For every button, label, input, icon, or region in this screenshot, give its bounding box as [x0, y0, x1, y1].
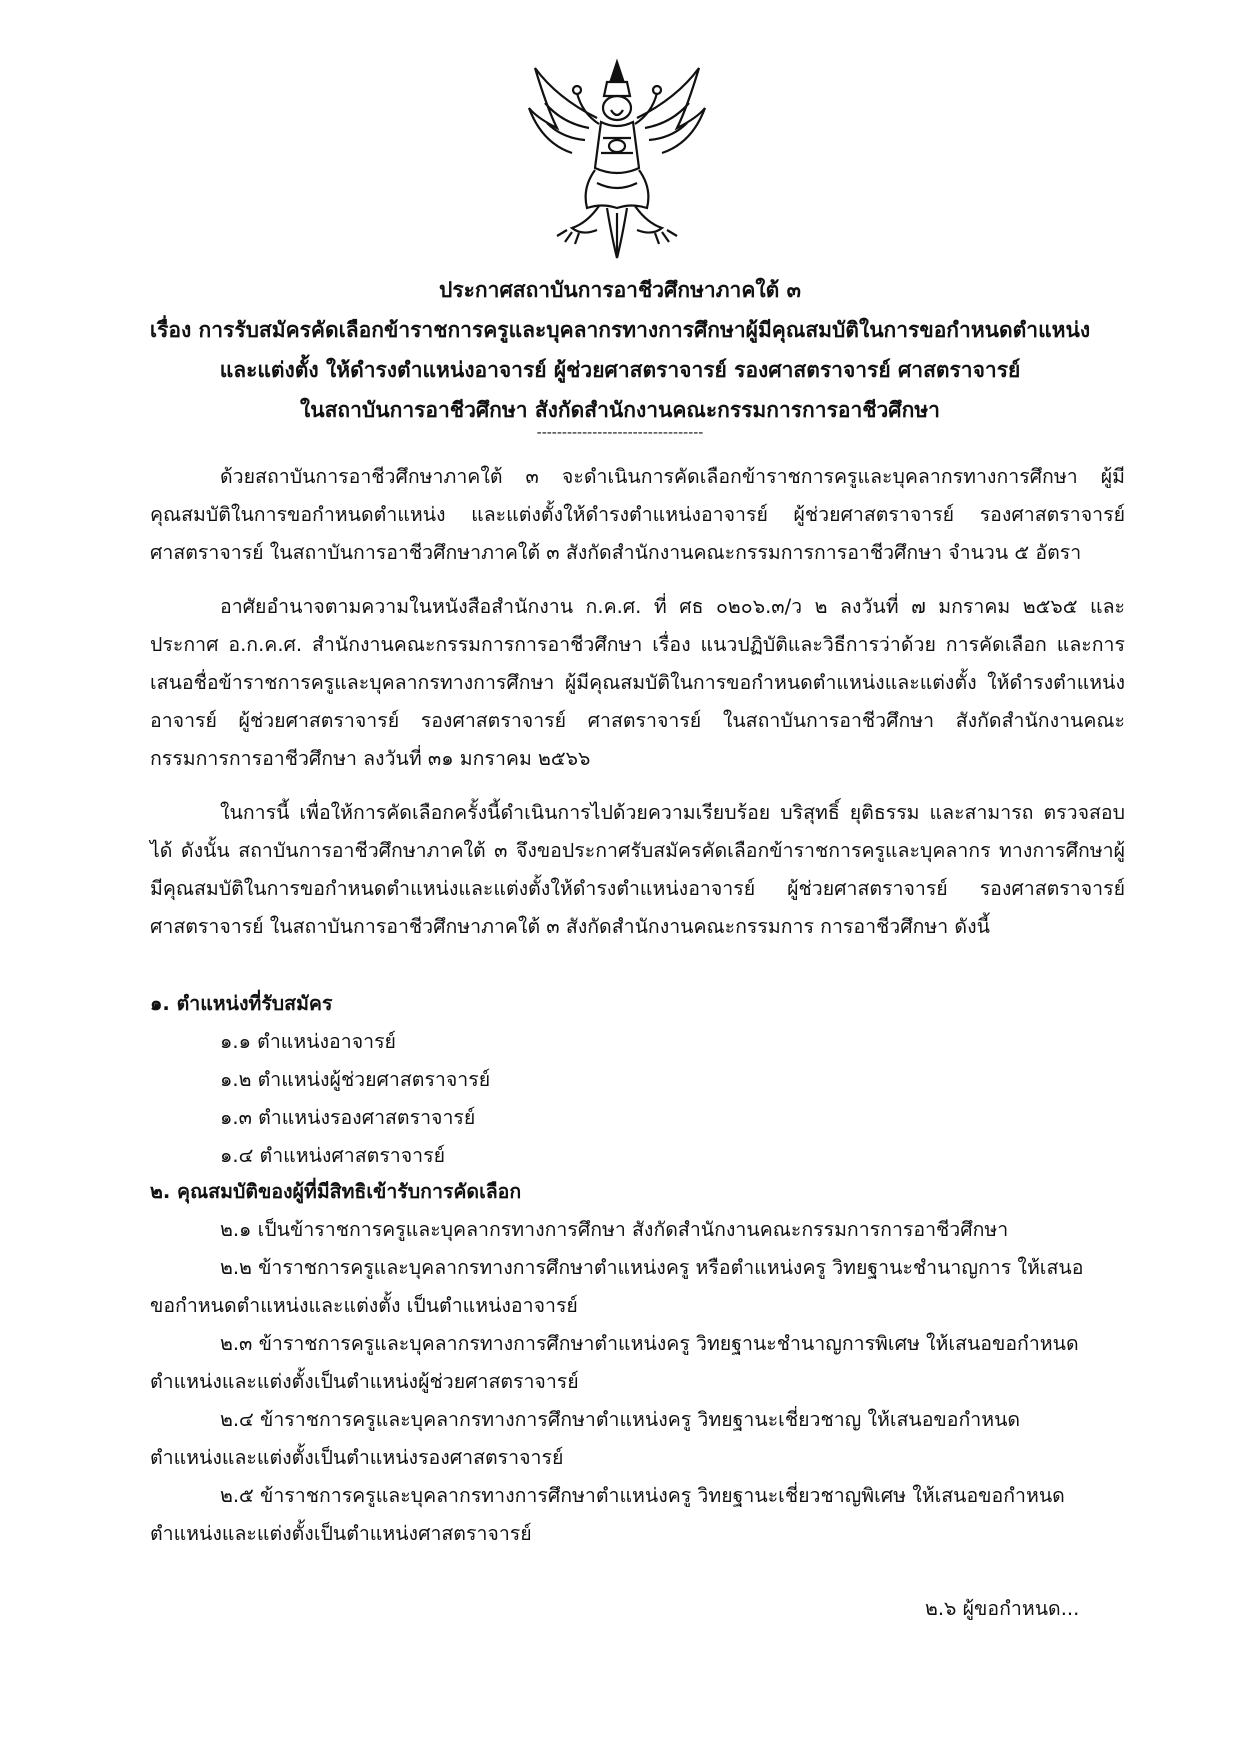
section2-item-cont: ตำแหน่งและแต่งตั้งเป็นตำแหน่งผู้ช่วยศาสตราจารย์ — [150, 1370, 579, 1393]
section2-item-cont: ขอกำหนดตำแหน่งและแต่งตั้ง เป็นตำแหน่งอาจารย์ — [150, 1294, 578, 1317]
section1-heading: ๑. ตำแหน่งที่รับสมัคร — [150, 992, 333, 1015]
section2-item: ๒.๑ เป็นข้าราชการครูและบุคลากรทางการศึกษา สังกัดสำนักงานคณะกรรมการการอาชีวศึกษา — [220, 1218, 1009, 1241]
section2-item: ๒.๓ ข้าราชการครูและบุคลากรทางการศึกษาตำแหน่งครู วิทยฐานะชำนาญการพิเศษ ให้เสนอขอกำหนด — [220, 1332, 1079, 1355]
section1-item: ๑.๔ ตำแหน่งศาสตราจารย์ — [220, 1144, 446, 1167]
divider-line: --------------------------------- — [536, 425, 704, 441]
section2-item: ๒.๔ ข้าราชการครูและบุคลากรทางการศึกษาตำแหน่งครู วิทยฐานะเชี่ยวชาญ ให้เสนอขอกำหนด — [220, 1408, 1021, 1431]
announcement-title: ประกาศสถาบันการอาชีวศึกษาภาคใต้ ๓ — [439, 278, 801, 302]
paragraph-purpose: ในการนี้ เพื่อให้การคัดเลือกครั้งนี้ดำเนินการไปด้วยความเรียบร้อย บริสุทธิ์ ยุติธรรม และสามารถ ตรวจสอบได้ ดังนั้น สถาบันการอาชีวศึกษาภาคใต้ ๓ จึงขอประกาศรับสมัครคัดเลือกข้าราชการครูและบุคลากร ทางการศึกษาผู้มีคุณสมบัติในการขอกำหนดตำแหน่งและแต่งตั้งให้ดำรงตำแหน่งอาจารย์ ผู้ช่วยศาสตราจารย์ รองศาสตราจารย์ ศาสตราจารย์ ในสถาบันการอาชีวศึกษาภาคใต้ ๓ สังกัดสำนักงานคณะกรรมการ การอาชีวศึกษา ดังนี้ — [150, 801, 1125, 938]
section2-heading: ๒. คุณสมบัติของผู้ที่มีสิทธิเข้ารับการคัดเลือก — [150, 1180, 522, 1203]
subject-line-2: และแต่งตั้ง ให้ดำรงตำแหน่งอาจารย์ ผู้ช่วยศาสตราจารย์ รองศาสตราจารย์ ศาสตราจารย์ — [219, 358, 1021, 382]
section2-item-cont: ตำแหน่งและแต่งตั้งเป็นตำแหน่งรองศาสตราจารย์ — [150, 1446, 564, 1469]
section2-item-cont: ตำแหน่งและแต่งตั้งเป็นตำแหน่งศาสตราจารย์ — [150, 1522, 532, 1545]
continuation-note: ๒.๖ ผู้ขอกำหนด... — [925, 1597, 1080, 1620]
section1-item: ๑.๑ ตำแหน่งอาจารย์ — [220, 1030, 396, 1053]
garuda-emblem — [527, 58, 707, 263]
section2-item: ๒.๕ ข้าราชการครูและบุคลากรทางการศึกษาตำแหน่งครู วิทยฐานะเชี่ยวชาญพิเศษ ให้เสนอขอกำหนด — [220, 1484, 1065, 1507]
paragraph-intro: ด้วยสถาบันการอาชีวศึกษาภาคใต้ ๓ จะดำเนินการคัดเลือกข้าราชการครูและบุคลากรทางการศึกษา ผู้มีคุณสมบัติในการขอกำหนดตำแหน่ง และแต่งตั้งให้ดำรงตำแหน่งอาจารย์ ผู้ช่วยศาสตราจารย์ รองศาสตราจารย์ ศาสตราจารย์ ในสถาบันการอาชีวศึกษาภาคใต้ ๓ สังกัดสำนักงานคณะกรรมการการอาชีวศึกษา จำนวน ๕ อัตรา — [150, 465, 1125, 564]
paragraph-authority: อาศัยอำนาจตามความในหนังสือสำนักงาน ก.ค.ศ. ที่ ศธ ๐๒๐๖.๓/ว ๒ ลงวันที่ ๗ มกราคม ๒๕๖๕ และประกาศ อ.ก.ค.ศ. สำนักงานคณะกรรมการการอาชีวศึกษา เรื่อง แนวปฏิบัติและวิธีการว่าด้วย การคัดเลือก และการเสนอชื่อข้าราชการครูและบุคลากรทางการศึกษา ผู้มีคุณสมบัติในการขอกำหนดตำแหน่งและแต่งตั้ง ให้ดำรงตำแหน่งอาจารย์ ผู้ช่วยศาสตราจารย์ รองศาสตราจารย์ ศาสตราจารย์ ในสถาบันการอาชีวศึกษา สังกัดสำนักงานคณะกรรมการการอาชีวศึกษา ลงวันที่ ๓๑ มกราคม ๒๕๖๖ — [150, 595, 1125, 770]
subject-line-3: ในสถาบันการอาชีวศึกษา สังกัดสำนักงานคณะกรรมการการอาชีวศึกษา — [300, 398, 940, 422]
section2-item: ๒.๒ ข้าราชการครูและบุคลากรทางการศึกษาตำแหน่งครู หรือตำแหน่งครู วิทยฐานะชำนาญการ ให้เสนอ — [220, 1256, 1084, 1279]
section1-item: ๑.๓ ตำแหน่งรองศาสตราจารย์ — [220, 1106, 476, 1129]
section1-item: ๑.๒ ตำแหน่งผู้ช่วยศาสตราจารย์ — [220, 1068, 491, 1091]
subject-line-1: เรื่อง การรับสมัครคัดเลือกข้าราชการครูและบุคลากรทางการศึกษาผู้มีคุณสมบัติในการขอกำหนดตำแหน่ง — [149, 318, 1091, 342]
